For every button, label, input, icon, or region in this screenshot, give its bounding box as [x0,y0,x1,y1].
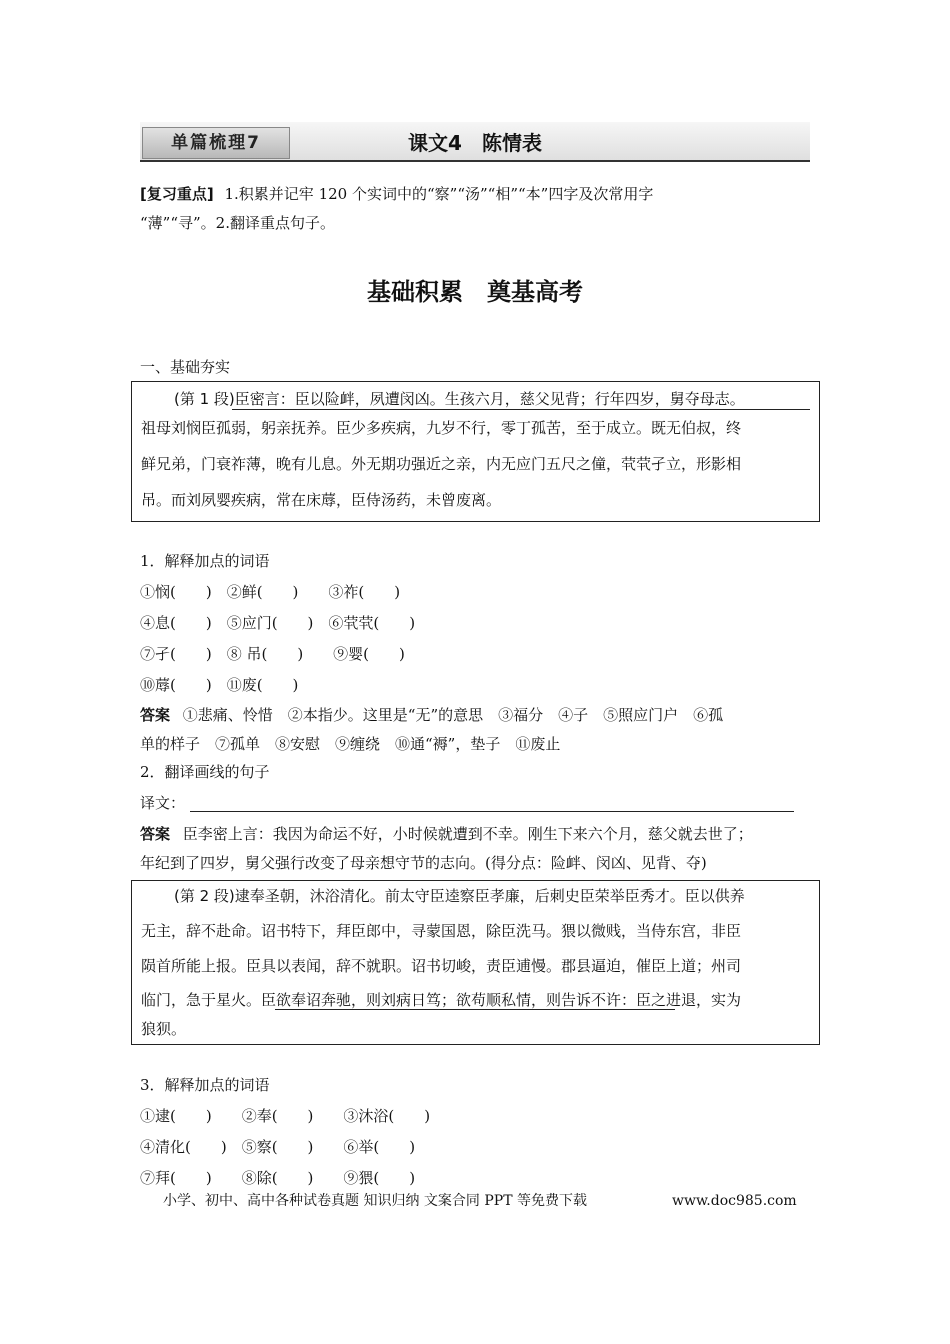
passage-2-line: 临门，急于星火。臣欲奉诏奔驰，则刘病日笃；欲苟顺私情，则告诉不许：臣之进退，实为 [141,991,742,1009]
passage-1-underline [232,409,810,410]
q2-answer-line-2: 年纪到了四岁，舅父强行改变了母亲想守节的志向。(得分点：险衅、闵凶、见背、夺) [140,854,707,872]
passage-1-line: 鲜兄弟，门衰祚薄，晚有儿息。外无期功强近之亲，内无应门五尺之僮，茕茕孑立，形影相 [141,455,742,473]
q2-prompt: 译文： [140,794,186,812]
q3-row: ④清化( ) ⑤察( ) ⑥举( ) [140,1138,416,1156]
q1-row: ①悯( ) ②鲜( ) ③祚( ) [140,583,401,601]
passage-1-line: 吊。而刘夙婴疾病，常在床蓐，臣侍汤药，未曾废离。 [141,491,502,509]
q3-title: 3．解释加点的词语 [140,1076,270,1094]
passage-2-line: 无主，辞不赴命。诏书特下，拜臣郎中，寻蒙国恩，除臣洗马。猥以微贱，当侍东宫，非臣 [141,922,742,940]
review-line-1 [140,179,653,209]
unit-tag: 单篇梳理7 [142,127,290,159]
section-heading: 基础积累 奠基高考 [367,278,583,306]
passage-1-line: 祖母刘悯臣孤弱，躬亲抚养。臣少多疾病，九岁不行，零丁孤苦，至于成立。既无伯叔，终 [141,419,742,437]
passage-1-box [131,381,820,522]
q2-answer-line-1 [140,819,753,849]
passage-1-line: (第 1 段)臣密言：臣以险衅，夙遭闵凶。生孩六月，慈父见背；行年四岁，舅夺母志。 [174,390,745,408]
passage-2-line: 狼狈。 [141,1020,187,1038]
q1-row: ⑦孑( ) ⑧ 吊( ) ⑨婴( ) [140,645,405,663]
header-rule [140,160,810,162]
review-label: [复习重点] [140,185,214,203]
q3-row: ⑦拜( ) ⑧除( ) ⑨猥( ) [140,1169,416,1187]
lesson-title: 课文4 陈情表 [408,131,542,155]
translation-blank[interactable] [190,811,794,812]
q1-answer-label: 答案 [140,706,171,724]
passage-2-underline [275,1009,675,1010]
q2-answer-text: 臣李密上言：我因为命运不好，小时候就遭到不幸。刚生下来六个月，慈父就去世了； [182,825,753,843]
q1-row: ⑩蓐( ) ⑪废( ) [140,676,299,694]
footer-text: 小学、初中、高中各种试卷真题 知识归纳 文案合同 PPT 等免费下载 [163,1193,587,1209]
q1-row: ④息( ) ⑤应门( ) ⑥茕茕( ) [140,614,416,632]
passage-2-line: (第 2 段)逮奉圣朝，沐浴清化。前太守臣逵察臣孝廉，后刺史臣荣举臣秀才。臣以供养 [174,887,745,905]
q1-answer-line-1 [140,700,723,730]
q1-answer-line-2: 单的样子 ⑦孤单 ⑧安慰 ⑨缠绕 ⑩通“褥”，垫子 ⑪废止 [140,735,561,753]
q1-answer-text: ①悲痛、怜惜 ②本指少。这里是“无”的意思 ③福分 ④子 ⑤照应门户 ⑥孤 [182,706,724,724]
subsection-title: 一、基础夯实 [140,358,231,376]
q1-title: 1．解释加点的词语 [140,552,270,570]
review-line-2: “薄”“寻”。2.翻译重点句子。 [140,214,335,232]
review-text-1: 1.积累并记牢 120 个实词中的“察”“汤”“相”“本”四字及次常用字 [224,185,654,203]
q2-answer-label: 答案 [140,825,171,843]
footer-link[interactable]: www.doc985.com [672,1193,797,1209]
q2-title: 2．翻译画线的句子 [140,763,270,781]
passage-2-box [131,880,820,1045]
q3-row: ①逮( ) ②奉( ) ③沐浴( ) [140,1107,431,1125]
passage-2-line: 陨首所能上报。臣具以表闻，辞不就职。诏书切峻，责臣逋慢。郡县逼迫，催臣上道；州司 [141,957,742,975]
